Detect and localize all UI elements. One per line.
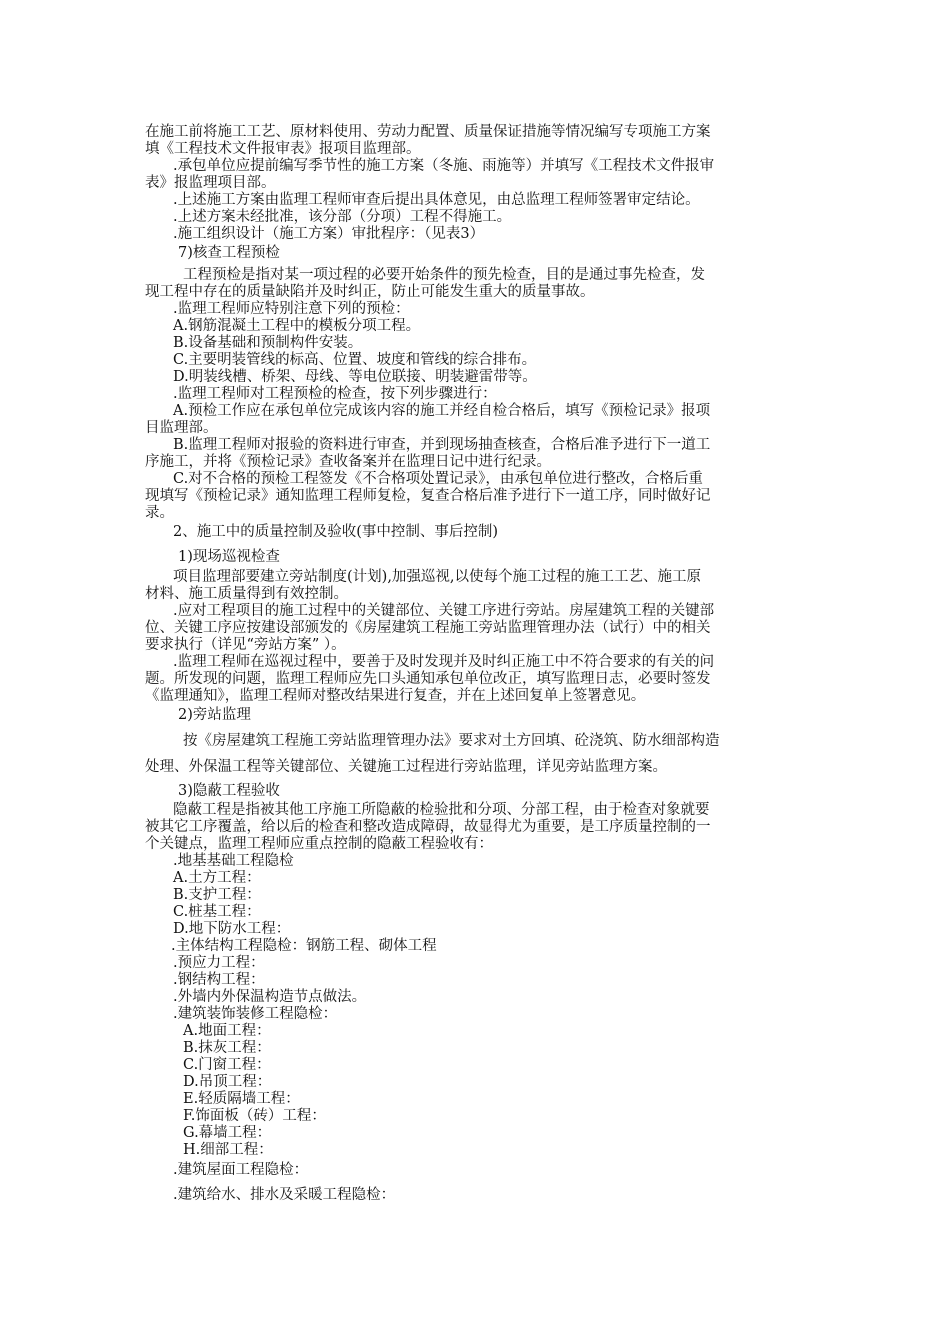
text-line: 项目监理部要建立旁站制度(计划),加强巡视,以使每个施工过程的施工工艺、施工原 [173, 569, 702, 585]
text-line: 处理、外保温工程等关键部位、关键施工过程进行旁站监理，详见旁站监理方案。 [145, 759, 667, 775]
text-line: A.预检工作应在承包单位完成该内容的施工并经自检合格后，填写《预检记录》报项 [173, 403, 711, 419]
section-heading: 7)核查工程预检 [178, 245, 280, 261]
text-line: .建筑装饰装修工程隐检： [173, 1006, 338, 1022]
text-line: D.明装线槽、桥架、母线、等电位联接、明装避雷带等。 [173, 369, 537, 385]
text-line: 材料、施工质量得到有效控制。 [145, 586, 348, 602]
text-line: .建筑屋面工程隐检： [173, 1162, 309, 1178]
text-line: 在施工前将施工工艺、原材料使用、劳动力配置、质量保证措施等情况编写专项施工方案 [145, 124, 711, 140]
text-line: .钢结构工程： [173, 972, 265, 988]
text-line: .上述方案未经批准，该分部（分项）工程不得施工。 [173, 209, 512, 225]
section-heading: 2)旁站监理 [178, 707, 251, 723]
text-line: A.钢筋混凝土工程中的模板分项工程。 [173, 318, 421, 334]
text-line: .应对工程项目的施工过程中的关键部位、关键工序进行旁站。房屋建筑工程的关键部 [173, 603, 715, 619]
text-line: .建筑给水、排水及采暖工程隐检： [173, 1187, 396, 1203]
text-line: A.地面工程： [183, 1023, 271, 1039]
text-line: .外墙内外保温构造节点做法。 [173, 989, 367, 1005]
text-line: H.细部工程： [183, 1142, 273, 1158]
text-line: 题。所发现的问题，监理工程师应先口头通知承包单位改正，填写监理日志，必要时签发 [145, 671, 711, 687]
text-line: B.支护工程： [173, 887, 261, 903]
text-line: 目监理部。 [145, 420, 218, 436]
text-line: .主体结构工程隐检：钢筋工程、砌体工程 [171, 938, 437, 954]
text-line: C.对不合格的预检工程签发《不合格项处置记录》，由承包单位进行整改，合格后重 [173, 471, 703, 487]
text-line: 序施工，并将《预检记录》查收备案并在监理日记中进行纪录。 [145, 454, 551, 470]
text-line: 按《房屋建筑工程施工旁站监理管理办法》要求对土方回填、砼浇筑、防水细部构造 [183, 733, 720, 749]
text-line: B.设备基础和预制构件安装。 [173, 335, 363, 351]
text-line: .预应力工程： [173, 955, 265, 971]
text-line: A.土方工程： [173, 870, 261, 886]
text-line: B.监理工程师对报验的资料进行审查，并到现场抽查核查，合格后准予进行下一道工 [173, 437, 711, 453]
text-line: 工程预检是指对某一项过程的必要开始条件的预先检查，目的是通过事先检查，发 [183, 267, 705, 283]
text-line: 填《工程技术文件报审表》报项目监理部。 [145, 141, 421, 157]
text-line: 《监理通知》，监理工程师对整改结果进行复查，并在上述回复单上签署意见。 [145, 688, 646, 704]
text-line: .承包单位应提前编写季节性的施工方案（冬施、雨施等）并填写《工程技术文件报审 [173, 158, 715, 174]
text-line: C.桩基工程： [173, 904, 261, 920]
text-line: D.吊顶工程： [183, 1074, 272, 1090]
text-line: 位、关键工序应按建设部颁发的《房屋建筑工程施工旁站监理管理办法（试行）中的相关 [145, 620, 711, 636]
text-line: 表》报监理项目部。 [145, 175, 276, 191]
text-line: 录。 [145, 505, 174, 521]
text-line: 被其它工序覆盖，给以后的检查和整改造成障碍，故显得尤为重要，是工序质量控制的一 [145, 819, 711, 835]
section-heading: 2、施工中的质量控制及验收(事中控制、事后控制) [173, 524, 499, 540]
text-line: B.抹灰工程： [183, 1040, 271, 1056]
section-heading: 1)现场巡视检查 [178, 549, 280, 565]
text-line: .上述施工方案由监理工程师审查后提出具体意见，由总监理工程师签署审定结论。 [173, 192, 700, 208]
text-line: F.饰面板（砖）工程： [183, 1108, 326, 1124]
text-line: 隐蔽工程是指被其他工序施工所隐蔽的检验批和分项、分部工程，由于检查对象就要 [173, 802, 710, 818]
text-line: .监理工程师应特别注意下列的预检： [173, 301, 410, 317]
text-line: .地基基础工程隐检 [173, 853, 294, 869]
text-line: D.地下防水工程： [173, 921, 291, 937]
text-line: 现工程中存在的质量缺陷并及时纠正，防止可能发生重大的质量事故。 [145, 284, 595, 300]
text-line: 个关键点，监理工程师应重点控制的隐蔽工程验收有： [145, 836, 493, 852]
text-line: .监理工程师在巡视过程中，要善于及时发现并及时纠正施工中不符合要求的有关的问 [173, 654, 715, 670]
text-line: 现填写《预检记录》通知监理工程师复检，复查合格后准予进行下一道工序，同时做好记 [145, 488, 711, 504]
text-line: E.轻质隔墙工程： [183, 1091, 300, 1107]
section-heading: 3)隐蔽工程验收 [178, 783, 280, 799]
text-line: .施工组织设计（施工方案）审批程序：（见表3） [173, 226, 485, 242]
text-line: G.幕墙工程： [183, 1125, 272, 1141]
text-line: .监理工程师对工程预检的检查，按下列步骤进行： [173, 386, 497, 402]
text-line: C.主要明装管线的标高、位置、坡度和管线的综合排布。 [173, 352, 537, 368]
text-line: 要求执行（详见“旁站方案” ）。 [145, 637, 346, 653]
text-line: C.门窗工程： [183, 1057, 271, 1073]
